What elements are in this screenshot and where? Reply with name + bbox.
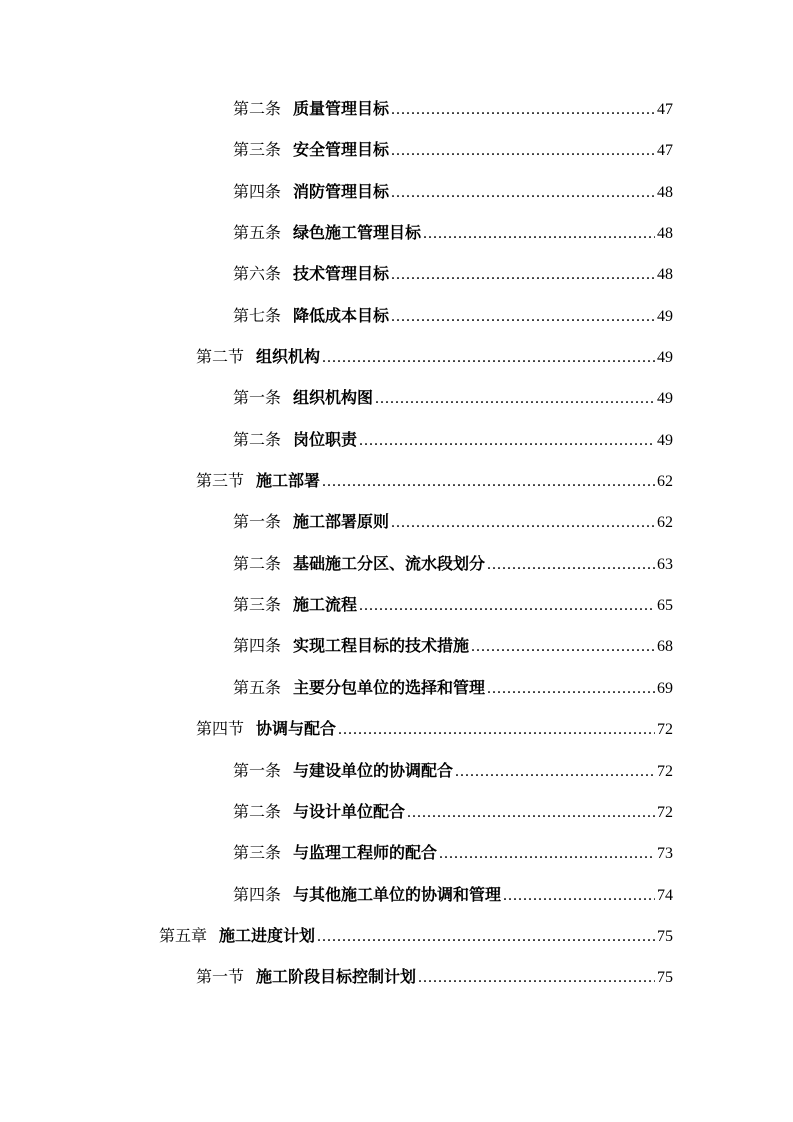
entry-number: 第三节 <box>196 471 245 491</box>
toc-entry[interactable] <box>0 501 793 542</box>
entry-title: 组织机构 <box>256 347 321 367</box>
entry-page-number: 72 <box>657 803 673 821</box>
toc-entry[interactable] <box>0 584 793 625</box>
toc-entry[interactable] <box>0 253 793 294</box>
toc-entry[interactable] <box>0 625 793 666</box>
entry-title: 基础施工分区、流水段划分 <box>293 553 486 573</box>
entry-title: 施工进度计划 <box>219 925 316 945</box>
toc-entry[interactable] <box>0 543 793 584</box>
dot-leader <box>322 461 655 502</box>
dot-leader <box>317 916 655 957</box>
entry-page-number: 49 <box>657 390 673 408</box>
entry-title: 消防管理目标 <box>293 181 390 201</box>
toc-entry[interactable] <box>0 915 793 956</box>
entry-number: 第七条 <box>233 305 282 325</box>
dot-leader <box>418 957 655 998</box>
toc-entry[interactable] <box>0 295 793 336</box>
dot-leader <box>487 544 655 585</box>
dot-leader <box>391 502 655 543</box>
dot-leader <box>423 213 655 254</box>
entry-title: 与其他施工单位的协调和管理 <box>293 884 502 904</box>
entry-number: 第三条 <box>233 140 282 160</box>
toc-entry[interactable] <box>0 874 793 915</box>
dot-leader <box>391 89 655 130</box>
entry-title: 施工流程 <box>293 595 358 615</box>
entry-number: 第二节 <box>196 347 245 367</box>
toc-entry[interactable] <box>0 212 793 253</box>
toc-entry[interactable] <box>0 956 793 997</box>
toc-entry[interactable] <box>0 171 793 212</box>
dot-leader <box>471 626 655 667</box>
entry-page-number: 68 <box>657 638 673 656</box>
entry-number: 第四条 <box>233 636 282 656</box>
toc-entry[interactable] <box>0 460 793 501</box>
entry-title: 与建设单位的协调配合 <box>293 760 454 780</box>
entry-page-number: 75 <box>657 969 673 987</box>
toc-entry[interactable] <box>0 419 793 460</box>
entry-page-number: 69 <box>657 679 673 697</box>
dot-leader <box>439 833 655 874</box>
dot-leader <box>391 172 655 213</box>
entry-title: 实现工程目标的技术措施 <box>293 636 470 656</box>
entry-title: 施工部署 <box>256 471 321 491</box>
entry-title: 协调与配合 <box>256 719 337 739</box>
toc-entry[interactable] <box>0 336 793 377</box>
entry-title: 安全管理目标 <box>293 140 390 160</box>
entry-page-number: 49 <box>657 307 673 325</box>
entry-page-number: 49 <box>657 349 673 367</box>
entry-number: 第二条 <box>233 429 282 449</box>
entry-title: 绿色施工管理目标 <box>293 223 422 243</box>
entry-title: 降低成本目标 <box>293 305 390 325</box>
toc-entry[interactable] <box>0 750 793 791</box>
dot-leader <box>455 751 655 792</box>
entry-number: 第四节 <box>196 719 245 739</box>
entry-title: 与监理工程师的配合 <box>293 843 438 863</box>
entry-number: 第三条 <box>233 595 282 615</box>
dot-leader <box>407 792 655 833</box>
entry-page-number: 48 <box>657 225 673 243</box>
entry-number: 第三条 <box>233 843 282 863</box>
dot-leader <box>391 296 655 337</box>
entry-title: 质量管理目标 <box>293 99 390 118</box>
entry-page-number: 75 <box>657 927 673 945</box>
entry-number: 第一条 <box>233 388 282 408</box>
dot-leader <box>359 420 655 461</box>
entry-page-number: 74 <box>657 886 673 904</box>
dot-leader <box>487 668 655 709</box>
toc-entry[interactable] <box>0 377 793 418</box>
entry-page-number: 62 <box>657 473 673 491</box>
entry-number: 第六条 <box>233 264 282 284</box>
entry-number: 第四条 <box>233 884 282 904</box>
entry-title: 施工部署原则 <box>293 512 390 532</box>
entry-title: 施工阶段目标控制计划 <box>256 967 417 987</box>
entry-number: 第五条 <box>233 677 282 697</box>
entry-title: 组织机构图 <box>293 388 374 408</box>
toc-entry[interactable] <box>0 88 793 129</box>
entry-page-number: 65 <box>657 597 673 615</box>
dot-leader <box>503 875 655 916</box>
dot-leader <box>338 709 655 750</box>
entry-number: 第一条 <box>233 760 282 780</box>
dot-leader <box>359 585 655 626</box>
entry-page-number: 47 <box>657 142 673 160</box>
entry-number: 第一条 <box>233 512 282 532</box>
entry-page-number: 48 <box>657 183 673 201</box>
entry-page-number: 72 <box>657 762 673 780</box>
dot-leader <box>391 130 655 171</box>
entry-title: 技术管理目标 <box>293 264 390 284</box>
entry-number: 第二条 <box>233 553 282 573</box>
entry-page-number: 72 <box>657 721 673 739</box>
entry-title: 岗位职责 <box>293 429 358 449</box>
entry-page-number: 62 <box>657 514 673 532</box>
toc-entry[interactable] <box>0 708 793 749</box>
entry-title: 主要分包单位的选择和管理 <box>293 677 486 697</box>
entry-page-number: 47 <box>657 101 673 118</box>
toc-entry[interactable] <box>0 791 793 832</box>
entry-number: 第二条 <box>233 99 282 118</box>
dot-leader <box>322 337 655 378</box>
dot-leader <box>391 254 655 295</box>
toc-entry[interactable] <box>0 129 793 170</box>
entry-page-number: 73 <box>657 845 673 863</box>
dot-leader <box>375 378 655 419</box>
entry-page-number: 63 <box>657 555 673 573</box>
entry-number: 第五条 <box>233 223 282 243</box>
entry-number: 第四条 <box>233 181 282 201</box>
entry-title: 与设计单位配合 <box>293 801 406 821</box>
entry-number: 第五章 <box>159 925 208 945</box>
toc-entry[interactable] <box>0 832 793 873</box>
toc-entry[interactable] <box>0 667 793 708</box>
table-of-contents <box>0 88 793 998</box>
entry-number: 第一节 <box>196 967 245 987</box>
entry-page-number: 48 <box>657 266 673 284</box>
entry-number: 第二条 <box>233 801 282 821</box>
entry-page-number: 49 <box>657 431 673 449</box>
